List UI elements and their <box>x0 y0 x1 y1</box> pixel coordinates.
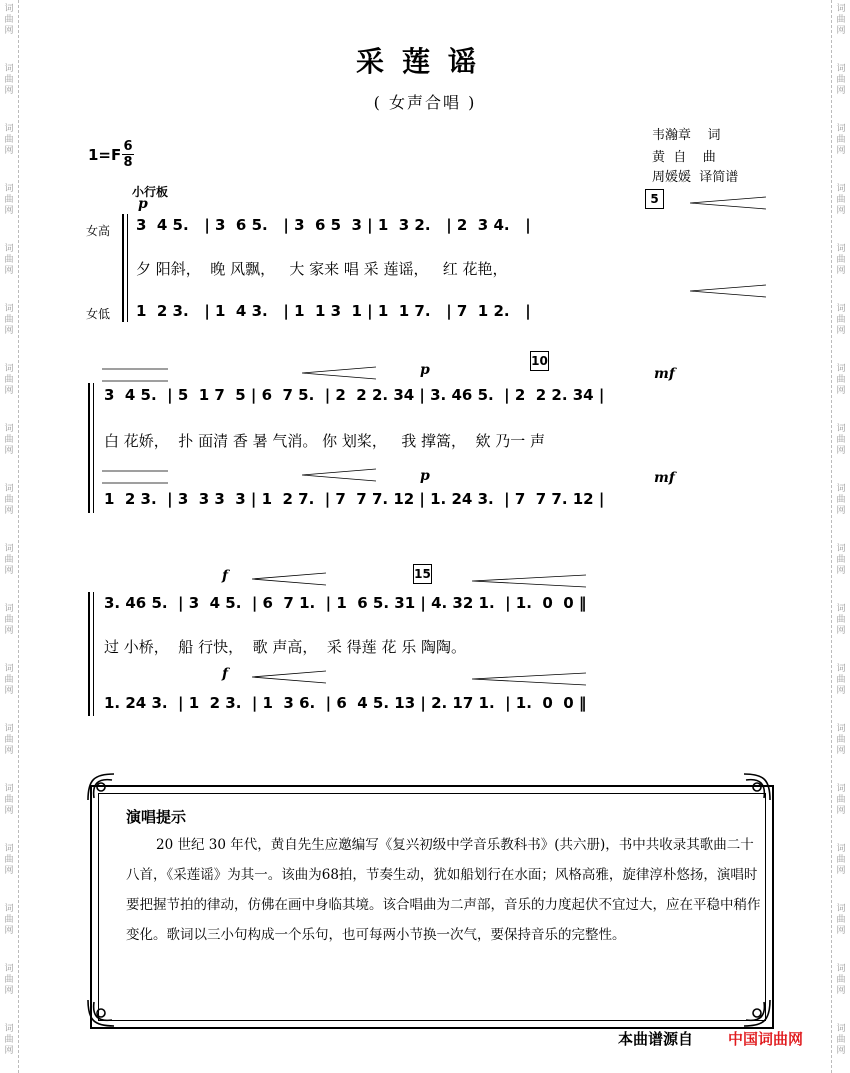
watermark-text: 词曲网 <box>4 1024 14 1056</box>
upper-voice-notes: 3 4 5. | 3 6 5. | 3 6 5 3 | 1 3 2. | 2 3 4. | <box>136 216 531 234</box>
corner-ornament-icon <box>84 770 118 804</box>
key-signature: 1=F <box>88 146 122 164</box>
watermark-text: 词曲网 <box>4 304 14 336</box>
watermark-text: 词曲网 <box>836 604 846 636</box>
source-label: 本曲谱源自 <box>618 1030 694 1048</box>
corner-ornament-icon <box>740 996 774 1030</box>
watermark-text: 词曲网 <box>836 64 846 96</box>
watermark-text: 词曲网 <box>4 484 14 516</box>
voice-label-lower: 女低 <box>86 307 111 321</box>
lower-voice-notes: 1 2 3. | 1 4 3. | 1 1 3 1 | 1 1 7. | 7 1 2. | <box>136 302 531 320</box>
watermark-text: 词曲网 <box>4 424 14 456</box>
decrescendo-hairpin <box>250 670 330 684</box>
watermark-text: 词曲网 <box>4 184 14 216</box>
decrescendo-hairpin <box>100 470 170 484</box>
dynamic-mark: p <box>420 362 430 378</box>
upper-voice-notes: 3 4 5. | 5 1 7 5 | 6 7 5. | 2 2 2. 34 | 3. 46 5. | 2 2 2. 34 | <box>104 386 605 404</box>
lyrics-line: 白 花娇， 扑 面清 香 暑 气消。 你 划桨， 我 撑篙， 欸 乃一 声 <box>104 432 546 450</box>
tips-heading: 演唱提示 <box>126 808 187 826</box>
dynamic-mark: p <box>138 196 148 212</box>
decrescendo-hairpin <box>300 366 380 380</box>
watermark-text: 词曲网 <box>836 484 846 516</box>
watermark-text: 词曲网 <box>836 1024 846 1056</box>
watermark-text: 词曲网 <box>4 544 14 576</box>
watermark-text: 词曲网 <box>4 244 14 276</box>
system-brace <box>88 592 90 716</box>
watermark-text: 词曲网 <box>4 724 14 756</box>
time-bottom: 8 <box>123 155 133 170</box>
decrescendo-hairpin <box>100 368 170 382</box>
tempo-mark: 小行板 <box>132 185 169 199</box>
time-signature <box>122 140 134 169</box>
decrescendo-hairpin <box>250 572 330 586</box>
watermark-text: 词曲网 <box>4 664 14 696</box>
dynamic-mark: f <box>222 568 229 584</box>
rehearsal-mark: 10 <box>530 351 549 371</box>
watermark-text: 词曲网 <box>836 544 846 576</box>
watermark-text: 词曲网 <box>836 364 846 396</box>
system-brace <box>122 214 124 322</box>
watermark-text: 词曲网 <box>836 244 846 276</box>
watermark-text: 词曲网 <box>836 724 846 756</box>
dynamic-mark: mf <box>654 366 675 382</box>
watermark-text: 词曲网 <box>4 784 14 816</box>
watermark-text: 词曲网 <box>4 4 14 36</box>
watermark-text: 词曲网 <box>836 664 846 696</box>
dynamic-mark: p <box>420 468 430 484</box>
voice-label-upper: 女高 <box>86 224 111 238</box>
crescendo-hairpin <box>470 672 590 686</box>
composer-credit: 黄 自 曲 <box>652 150 716 165</box>
watermark-text: 词曲网 <box>836 304 846 336</box>
lyrics-line: 夕 阳斜， 晚 风飘， 大 家来 唱 采 莲谣， 红 花艳， <box>136 260 508 278</box>
upper-voice-notes: 3. 46 5. | 3 4 5. | 6 7 1. | 1 6 5. 31 | 4. 32 1. | 1. 0 0 ‖ <box>104 594 587 612</box>
watermark-text: 词曲网 <box>836 784 846 816</box>
decrescendo-hairpin <box>300 468 380 482</box>
lower-voice-notes: 1 2 3. | 3 3 3 3 | 1 2 7. | 7 7 7. 12 | 1. 24 3. | 7 7 7. 12 | <box>104 490 605 508</box>
corner-ornament-icon <box>84 996 118 1030</box>
dynamic-mark: mf <box>654 470 675 486</box>
lower-voice-notes: 1. 24 3. | 1 2 3. | 1 3 6. | 6 4 5. 13 | 2. 17 1. | 1. 0 0 ‖ <box>104 694 587 712</box>
lyrics-line: 过 小桥， 船 行快， 歌 声高， 采 得莲 花 乐 陶陶。 <box>104 638 466 656</box>
rehearsal-mark: 15 <box>413 564 432 584</box>
watermark-text: 词曲网 <box>836 844 846 876</box>
subtitle: ( 女声合唱 ) <box>373 93 477 112</box>
watermark-text: 词曲网 <box>836 124 846 156</box>
watermark-text: 词曲网 <box>4 124 14 156</box>
lyricist-credit: 韦瀚章 词 <box>652 128 721 143</box>
watermark-text: 词曲网 <box>836 184 846 216</box>
corner-ornament-icon <box>740 770 774 804</box>
dynamic-mark: f <box>222 666 229 682</box>
watermark-text: 词曲网 <box>4 844 14 876</box>
system-brace <box>88 383 90 513</box>
crescendo-hairpin <box>690 196 770 210</box>
watermark-text: 词曲网 <box>836 4 846 36</box>
crescendo-hairpin <box>470 574 590 588</box>
watermark-text: 词曲网 <box>836 424 846 456</box>
tips-body: 20 世纪 30 年代，黄自先生应邀编写《复兴初级中学音乐教科书》(共六册)，书中共收录其歌曲二十八首，《采莲谣》为其一。该曲为68拍，节奏生动，犹如船划行在水面；风格高雅，旋律淳朴悠扬，演唱时要把握节拍的律动，仿佛在画中身临其境。该合唱曲为二声部，音乐的力度起伏不宜过大，应在平稳中稍作变化。歌词以三小句构成一个乐句，也可每两小节换一次气，要保持音乐的完整性。 <box>126 837 761 943</box>
watermark-text: 词曲网 <box>4 64 14 96</box>
page-title: 采莲谣 <box>355 45 494 78</box>
arranger-credit: 周媛媛 译简谱 <box>652 170 739 185</box>
crescendo-hairpin <box>690 284 770 298</box>
source-site-link[interactable]: 中国词曲网 <box>728 1030 804 1048</box>
watermark-text: 词曲网 <box>836 904 846 936</box>
watermark-text: 词曲网 <box>836 964 846 996</box>
watermark-text: 词曲网 <box>4 604 14 636</box>
watermark-text: 词曲网 <box>4 964 14 996</box>
rehearsal-mark: 5 <box>645 189 664 209</box>
watermark-text: 词曲网 <box>4 364 14 396</box>
watermark-text: 词曲网 <box>4 904 14 936</box>
time-top: 6 <box>123 139 133 154</box>
